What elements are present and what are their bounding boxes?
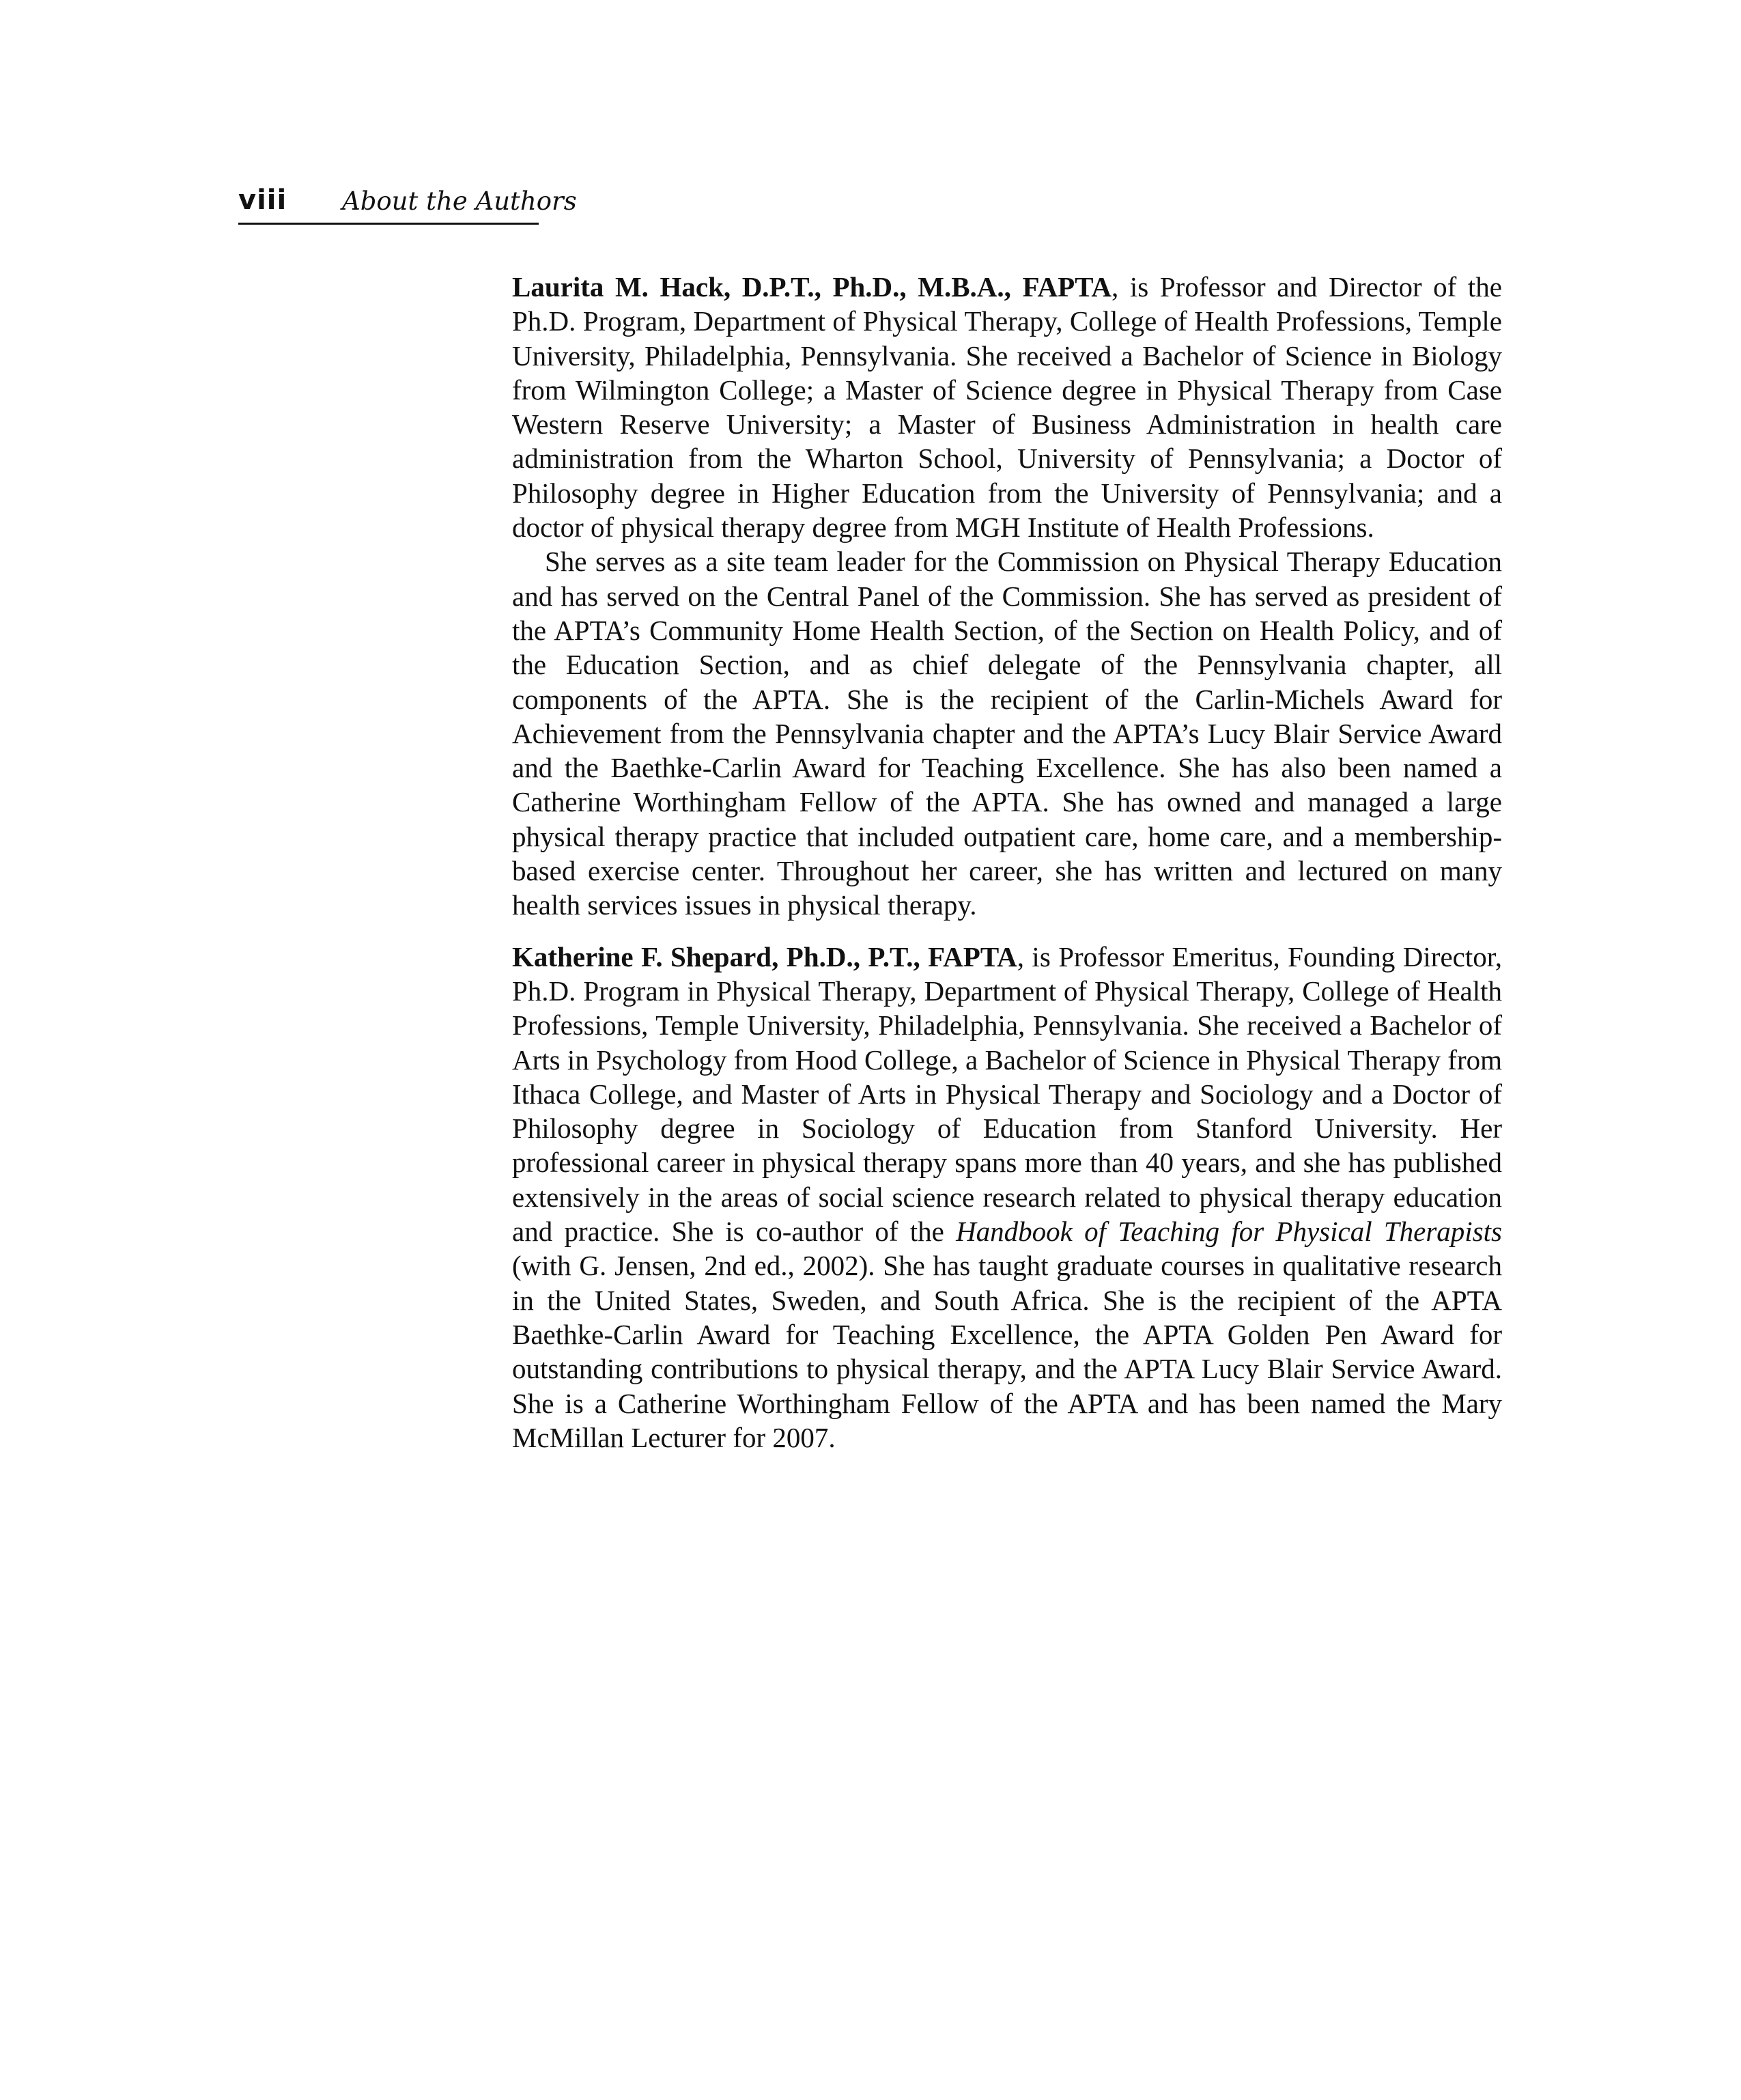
running-head (238, 183, 577, 225)
book-title: Handbook of Teaching for Physical Therapists (956, 1216, 1502, 1248)
author-bios (512, 270, 1502, 1455)
bio-paragraph (512, 940, 1502, 1455)
author-name: Katherine F. Shepard, Ph.D., P.T., FAPTA (512, 940, 1017, 972)
author-name: Laurita M. Hack, D.P.T., Ph.D., M.B.A., FAPTA (512, 271, 1112, 303)
bio-paragraph (512, 270, 1502, 544)
bio-text: She serves as a site team leader for the Commission on Physical Therapy Education and has served on the Central Panel of the Commission. She has served as president of the APTA’s Community Home Health Section, of the Section on Health Policy, and of the Education Section, and as chief delegate of the Pennsylvania chapter, all components of the APTA. She is the recipient of the Carlin-Michels Award for Achievement from the Pennsylvania chapter and the APTA’s Lucy Blair Service Award and the Baethke-Carlin Award for Teaching Excellence. She has also been named a Catherine Worthingham Fellow of the APTA. She has owned and managed a large physical therapy practice that included outpatient care, home care, and a membership-based exercise center. Throughout her career, she has written and lectured on many health services issues in physical therapy. (512, 546, 1502, 921)
bio-paragraph (512, 544, 1502, 922)
running-title: About the Authors (342, 186, 577, 216)
page-number: viii (238, 184, 287, 216)
bio-text: , is Professor and Director of the Ph.D. Program, Department of Physical Therapy, College of Health Professions, Temple University, Philadelphia, Pennsylvania. She received a Bachelor of Science in Biology from Wilmington College; a Master of Science degree in Physical Therapy from Case Western Reserve University; a Master of Business Administration in health care administration from the Wharton School, University of Pennsylvania; a Doctor of Philosophy degree in Higher Education from the University of Pennsylvania; and a doctor of physical therapy degree from MGH Institute of Health Professions. (512, 271, 1502, 544)
author-bio-hack (512, 270, 1502, 923)
bio-text: (with G. Jensen, 2nd ed., 2002). She has taught graduate courses in qualitative research in the United States, Sweden, and South Africa. She is the recipient of the APTA Baethke-Carlin Award for Teaching Excellence, the APTA Golden Pen Award for outstanding contributions to physical therapy, and the APTA Lucy Blair Service Award. She is a Catherine Worthingham Fellow of the APTA and has been named the Mary McMillan Lecturer for 2007. (512, 1250, 1502, 1453)
bio-text: , is Professor Emeritus, Founding Director, Ph.D. Program in Physical Therapy, Department of Physical Therapy, College of Health Professions, Temple University, Philadelphia, Pennsylvania. She received a Bachelor of Arts in Psychology from Hood College, a Bachelor of Science in Physical Therapy from Ithaca College, and Master of Arts in Physical Therapy and Sociology and a Doctor of Philosophy degree in Sociology of Education from Stanford University. Her professional career in physical therapy spans more than 40 years, and she has published extensively in the areas of social science research related to physical therapy education and practice. She is co-author of the (512, 940, 1502, 1248)
author-bio-shepard (512, 940, 1502, 1455)
